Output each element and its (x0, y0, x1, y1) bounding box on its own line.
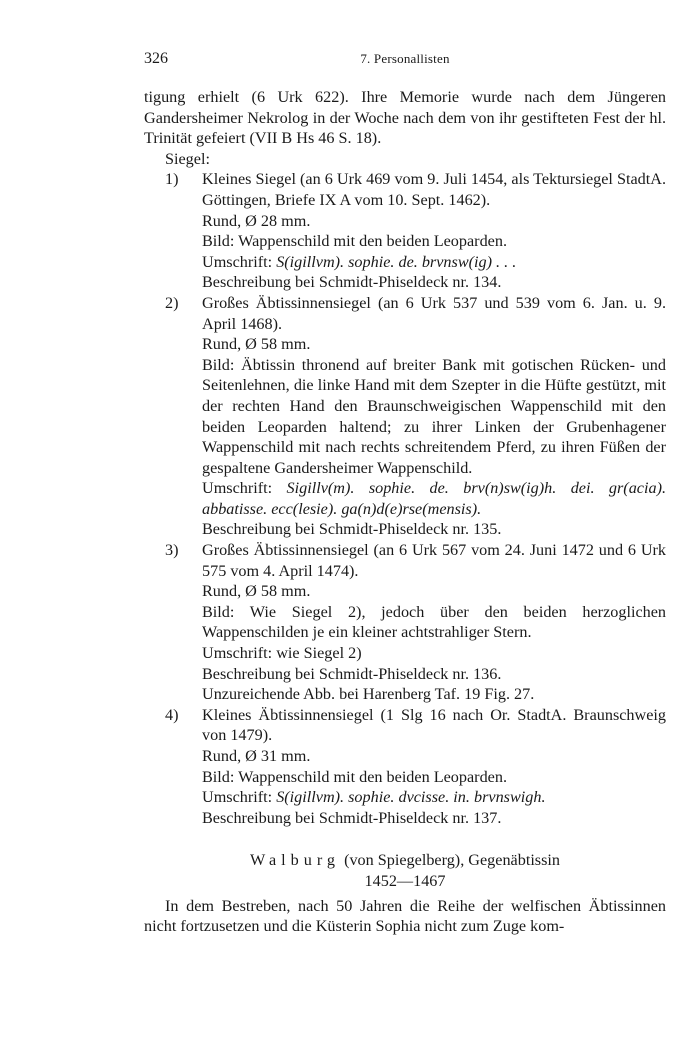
inscription-text: S(igillvm). sophie. de. brvnsw(ig) . . . (276, 252, 517, 271)
section-subtitle: (von Spiegelberg), Gegenäbtissin (344, 851, 561, 870)
seal-title: Kleines Äbtissinnensiegel (1 Slg 16 nach Or. StadtA. Braunschweig von 1479). (202, 705, 666, 745)
seal-entry-4 (144, 705, 666, 829)
closing-paragraph: In dem Bestreben, nach 50 Jahren die Reihe der welfischen Äbtissinnen nicht fortzusetzen und die Küsterin Sophia nicht zum Zuge kom- (144, 896, 666, 936)
inscription-text: Sigillv(m). sophie. de. brv(n)sw(ig)h. dei. gr(acia). abbatisse. ecc(lesie). ga(n)d(e)rse(mensis). (202, 479, 667, 518)
seal-entry-2 (144, 293, 666, 540)
seal-image-description: Bild: Äbtissin thronend auf breiter Bank mit gotischen Rücken- und Seitenlehnen, die linke Hand mit dem Szepter in die Hüfte gestützt, mit der rechten Hand den Braunschweigischen Wappenschild mit den beiden Leoparden haltend; zu ihrer Linken der Grubenhagener Wappenschild mit nach rechts schreitendem Pferd, zu ihren Füßen der gespaltene Gandersheimer Wappenschild. (202, 355, 666, 477)
inscription-label: Umschrift: (202, 788, 273, 807)
page-number: 326 (144, 50, 168, 67)
seal-entry-1 (144, 169, 666, 293)
seal-reference: Beschreibung bei Schmidt-Phiseldeck nr. 137. (202, 808, 502, 827)
seal-number: 1) (165, 170, 179, 189)
section-heading (144, 850, 666, 871)
running-head: 7. Personallisten (360, 51, 450, 66)
seal-size: Rund, Ø 58 mm. (202, 335, 311, 354)
seal-reference: Unzureichende Abb. bei Harenberg Taf. 19 Fig. 27. (202, 685, 535, 704)
seal-image-description: Bild: Wappenschild mit den beiden Leoparden. (202, 232, 507, 251)
seal-image-description: Bild: Wie Siegel 2), jedoch über den beiden herzoglichen Wappenschilden je ein kleiner achtstrahliger Stern. (202, 602, 666, 642)
inscription-text: S(igillvm). sophie. dvcisse. in. brvnswigh. (276, 788, 546, 807)
seal-reference: Beschreibung bei Schmidt-Phiseldeck nr. 136. (202, 664, 502, 683)
seal-size: Rund, Ø 28 mm. (202, 211, 311, 230)
seal-size: Rund, Ø 58 mm. (202, 582, 311, 601)
seal-reference: Beschreibung bei Schmidt-Phiseldeck nr. 134. (202, 273, 502, 292)
intro-paragraph: tigung erhielt (6 Urk 622). Ihre Memorie wurde nach dem Jüngeren Gandersheimer Nekrolog in der Woche nach dem von ihr gestifteten Fest der hl. Trinität gefeiert (VII B Hs 46 S. 18). (144, 88, 666, 148)
seal-title: Großes Äbtissinnensiegel (an 6 Urk 537 und 539 vom 6. Jan. u. 9. April 1468). (202, 293, 666, 333)
seal-reference: Beschreibung bei Schmidt-Phiseldeck nr. 135. (202, 520, 502, 539)
page-header (144, 50, 666, 72)
seal-entry-3 (144, 540, 666, 705)
seal-image-description: Bild: Wappenschild mit den beiden Leoparden. (202, 767, 507, 786)
seal-title: Kleines Siegel (an 6 Urk 469 vom 9. Juli 1454, als Tektursiegel StadtA. Göttingen, Briefe IX A vom 10. Sept. 1462). (202, 170, 666, 209)
seal-number: 3) (165, 541, 179, 560)
section-dates: 1452—1467 (364, 871, 446, 890)
inscription-label: Umschrift: (202, 644, 273, 663)
seal-title: Großes Äbtissinnensiegel (an 6 Urk 567 vom 24. Juni 1472 und 6 Urk 575 vom 4. April 1474). (202, 541, 666, 580)
seal-number: 4) (165, 705, 179, 724)
section-name: Walburg (249, 851, 341, 870)
page-body (144, 87, 666, 937)
seal-inscription (202, 787, 666, 808)
inscription-label: Umschrift: (202, 252, 273, 271)
inscription-text: wie Siegel 2) (276, 644, 362, 663)
seal-size: Rund, Ø 31 mm. (202, 747, 311, 765)
seal-inscription (202, 478, 666, 519)
seal-number: 2) (165, 293, 179, 312)
inscription-label: Umschrift: (202, 479, 273, 498)
siegel-heading: Siegel: (165, 149, 210, 168)
seal-inscription (202, 643, 666, 664)
seal-inscription (202, 252, 666, 273)
